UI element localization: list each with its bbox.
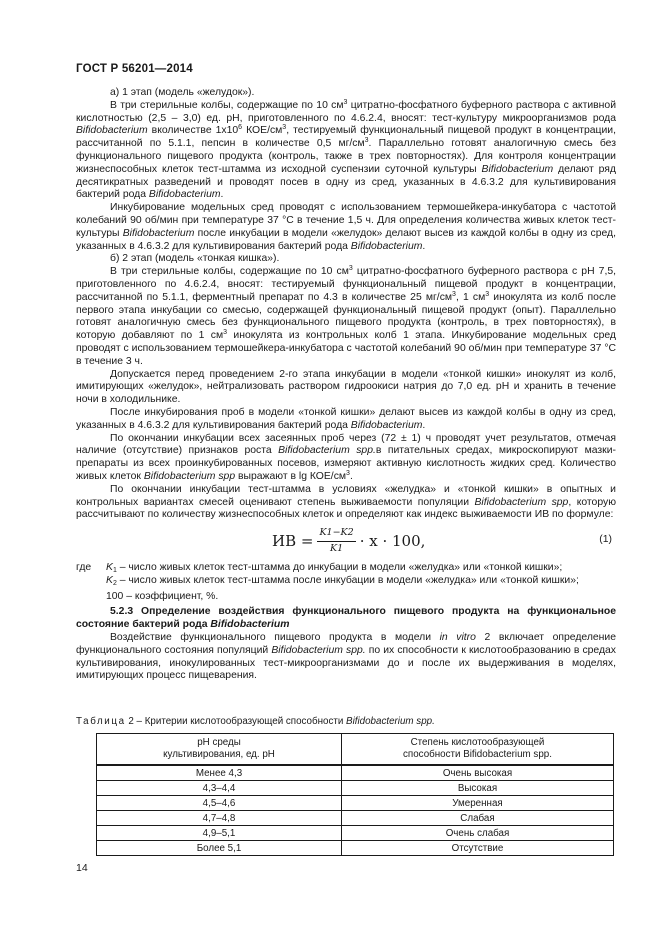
paragraph-survival-index: По окончании инкубации тест-штамма в условиях «желудка» и «тонкой кишки» в опытных и контрольных вариантах смесей оценивают степень выживаемости популяции Bifidobacterium spp, которую рассчитывают по количеству жизнеспособных клеток и определяют как индекс выживаемости ИВ по формуле:	[76, 483, 616, 521]
where-coefficient: 100 – коэффициент, %.	[106, 590, 219, 602]
paragraph-neutralization: Допускается перед проведением 2-го этапа инкубации в модели «тонкой кишки» инокулят из колб, имитирующих «желудок», нейтрализовать раствором гидроокиси натрия до 7,0 ед. pH и хранить в течение ночи в холодильнике.	[76, 368, 616, 406]
table-row	[97, 811, 614, 826]
paragraph-section-text: Воздействие функционального пищевого продукта в модели in vitro 2 включает определение функционального состояния популяций Bifidobacterium spp. по их способности к кислотообразованию в средах культивирования, инокулированных тест-микроорганизмами до и после их выдерживания в моделях, имитирующих процесс пищеварения.	[76, 632, 617, 682]
cell-degree: Очень слабая	[342, 826, 614, 841]
cell-degree: Умеренная	[342, 796, 614, 811]
paragraph-stage-2-title: б) 2 этап (модель «тонкая кишка»).	[110, 253, 280, 265]
cell-ph: Менее 4,3	[97, 765, 342, 781]
acid-forming-criteria-table	[96, 733, 614, 856]
formula-block	[76, 526, 616, 556]
survival-index-formula: ИВ = $\frac{K1-K2}{K1}$ · x · 100,	[272, 526, 426, 554]
paragraph-stage-1-title: а) 1 этап (модель «желудок»).	[110, 87, 255, 98]
table-row	[97, 796, 614, 811]
body-text	[76, 87, 616, 683]
column-header-ph: pH среды культивирования, ед. pH	[97, 734, 342, 766]
cell-ph: Более 5,1	[97, 841, 342, 856]
paragraph-incubation: Инкубирование модельных сред проводят с использованием термошейкера-инкубатора с частотой колебаний 90 об/мин при температуре 37 °С в течение 1,5 ч. Для определения количества живых клеток тест-культуры Bifidobacterium после инкубации в модели «желудок» делают высев из каждой колбы в одну из сред, указанных в 4.6.3.2 для культивирования бактерий рода Bifidobacterium.	[76, 202, 616, 252]
cell-ph: 4,3–4,4	[97, 781, 342, 796]
table-row	[97, 841, 614, 856]
paragraph-after-incubation: После инкубирования проб в модели «тонкой кишки» делают высев из каждой колбы в одну из сред, указанных в 4.6.3.2 для культивирования бактерий рода Bifidobacterium.	[76, 406, 616, 431]
table-header-row	[97, 734, 614, 766]
table-row	[97, 765, 614, 781]
cell-ph: 4,5–4,6	[97, 796, 342, 811]
cell-degree: Слабая	[342, 811, 614, 826]
where-k1: где $K_1$ – число живых клеток тест-штамма до инкубации в модели «желудка» или «тонкой кишки»;	[76, 562, 563, 575]
formula-number: (1)	[599, 534, 612, 546]
table-row	[97, 781, 614, 796]
paragraph-stage-2-procedure: В три стерильные колбы, содержащие по 10 $см^3$ цитратно-фосфатного буферного раствора с pH 7,5, приготовленного по 4.6.2.4, вносят: тестируемый функциональный пищевой продукт в концентрации, рассчитанной по 5.1.1, ферментный препарат по 4.3 в количестве 25 $мг/см^3$, 1 $см^3$ инокулята из колб после первого этапа инкубации со смесью, содержащей функциональный пищевой продукт (опыт). Параллельно готовят аналогичную смесь без функционального пищевого продукта (контроль, в трех повторностях), в которую добавляют по 1 $см^3$ инокулята из контрольных колб 1 этапа. Инкубирование модельных сред проводят с использованием термошейкера-инкубатора с частотой колебаний 90 об/мин при температуре 37 °С в течение 3 ч.	[76, 265, 616, 367]
paragraph-results: По окончании инкубации всех засеянных проб через (72 ± 1) ч проводят учет результатов, отмечая наличие (отсутствие) признаков роста Bifidobacterium spp.в питательных средах, микроскопируют мазки-препараты из всех проинкубированных посевов, измеряют активную кислотность жидких сред. Количество живых клеток Bifidobacterium spp выражают в lg КОЕ/$см^3$.	[76, 432, 616, 482]
document-code-header: ГОСТ Р 56201—2014	[76, 63, 193, 75]
paragraph-stage-1-procedure: В три стерильные колбы, содержащие по 10 $см^3$ цитратно-фосфатного буферного раствора с активной кислотностью (2,5 – 3,0) ед. pH, приготовленного по 4.6.2.4, вносят: тест-культуру микроорганизмов рода Bifidobacterium вколичестве $1х10^6$ КОЕ/$см^3$, тестируемый функциональный пищевой продукт в концентрации, рассчитанной по 5.1.1, пепсин в количестве 0,5 $мг/см^3$. Параллельно готовят аналогичную смесь без функционального пищевого продукта (контроль, также в трех повторностях). Для контроля концентрации жизнеспособных клеток тест-штамма из исходной суспензии суточной культуры Bifidobacterium делают ряд десятикратных разведений и проводят посев в одну из сред, указанных в 4.6.3.2 для культивирования бактерий рода Bifidobacterium.	[76, 98, 616, 201]
formula-fraction: $\frac{K1-K2}{K1}$	[319, 526, 354, 554]
cell-degree: Высокая	[342, 781, 614, 796]
cell-degree: Очень высокая	[342, 765, 614, 781]
cell-degree: Отсутствие	[342, 841, 614, 856]
table-row	[97, 826, 614, 841]
where-k2: $K_2$ – число живых клеток тест-штамма после инкубации в модели «желудка» или «тонкой кишки»;	[106, 574, 579, 587]
cell-ph: 4,9–5,1	[97, 826, 342, 841]
column-header-degree: Степень кислотообразующей способности Bifidobacterium spp.	[342, 734, 614, 766]
page-number: 14	[76, 862, 88, 874]
section-heading-5-2-3: 5.2.3 Определение воздействия функционального пищевого продукта на функциональное состояние бактерий рода Bifidobacterium	[76, 606, 616, 631]
table-caption: Таблица 2 – Критерии кислотообразующей способности Bifidobacterium spp.	[76, 716, 435, 727]
cell-ph: 4,7–4,8	[97, 811, 342, 826]
